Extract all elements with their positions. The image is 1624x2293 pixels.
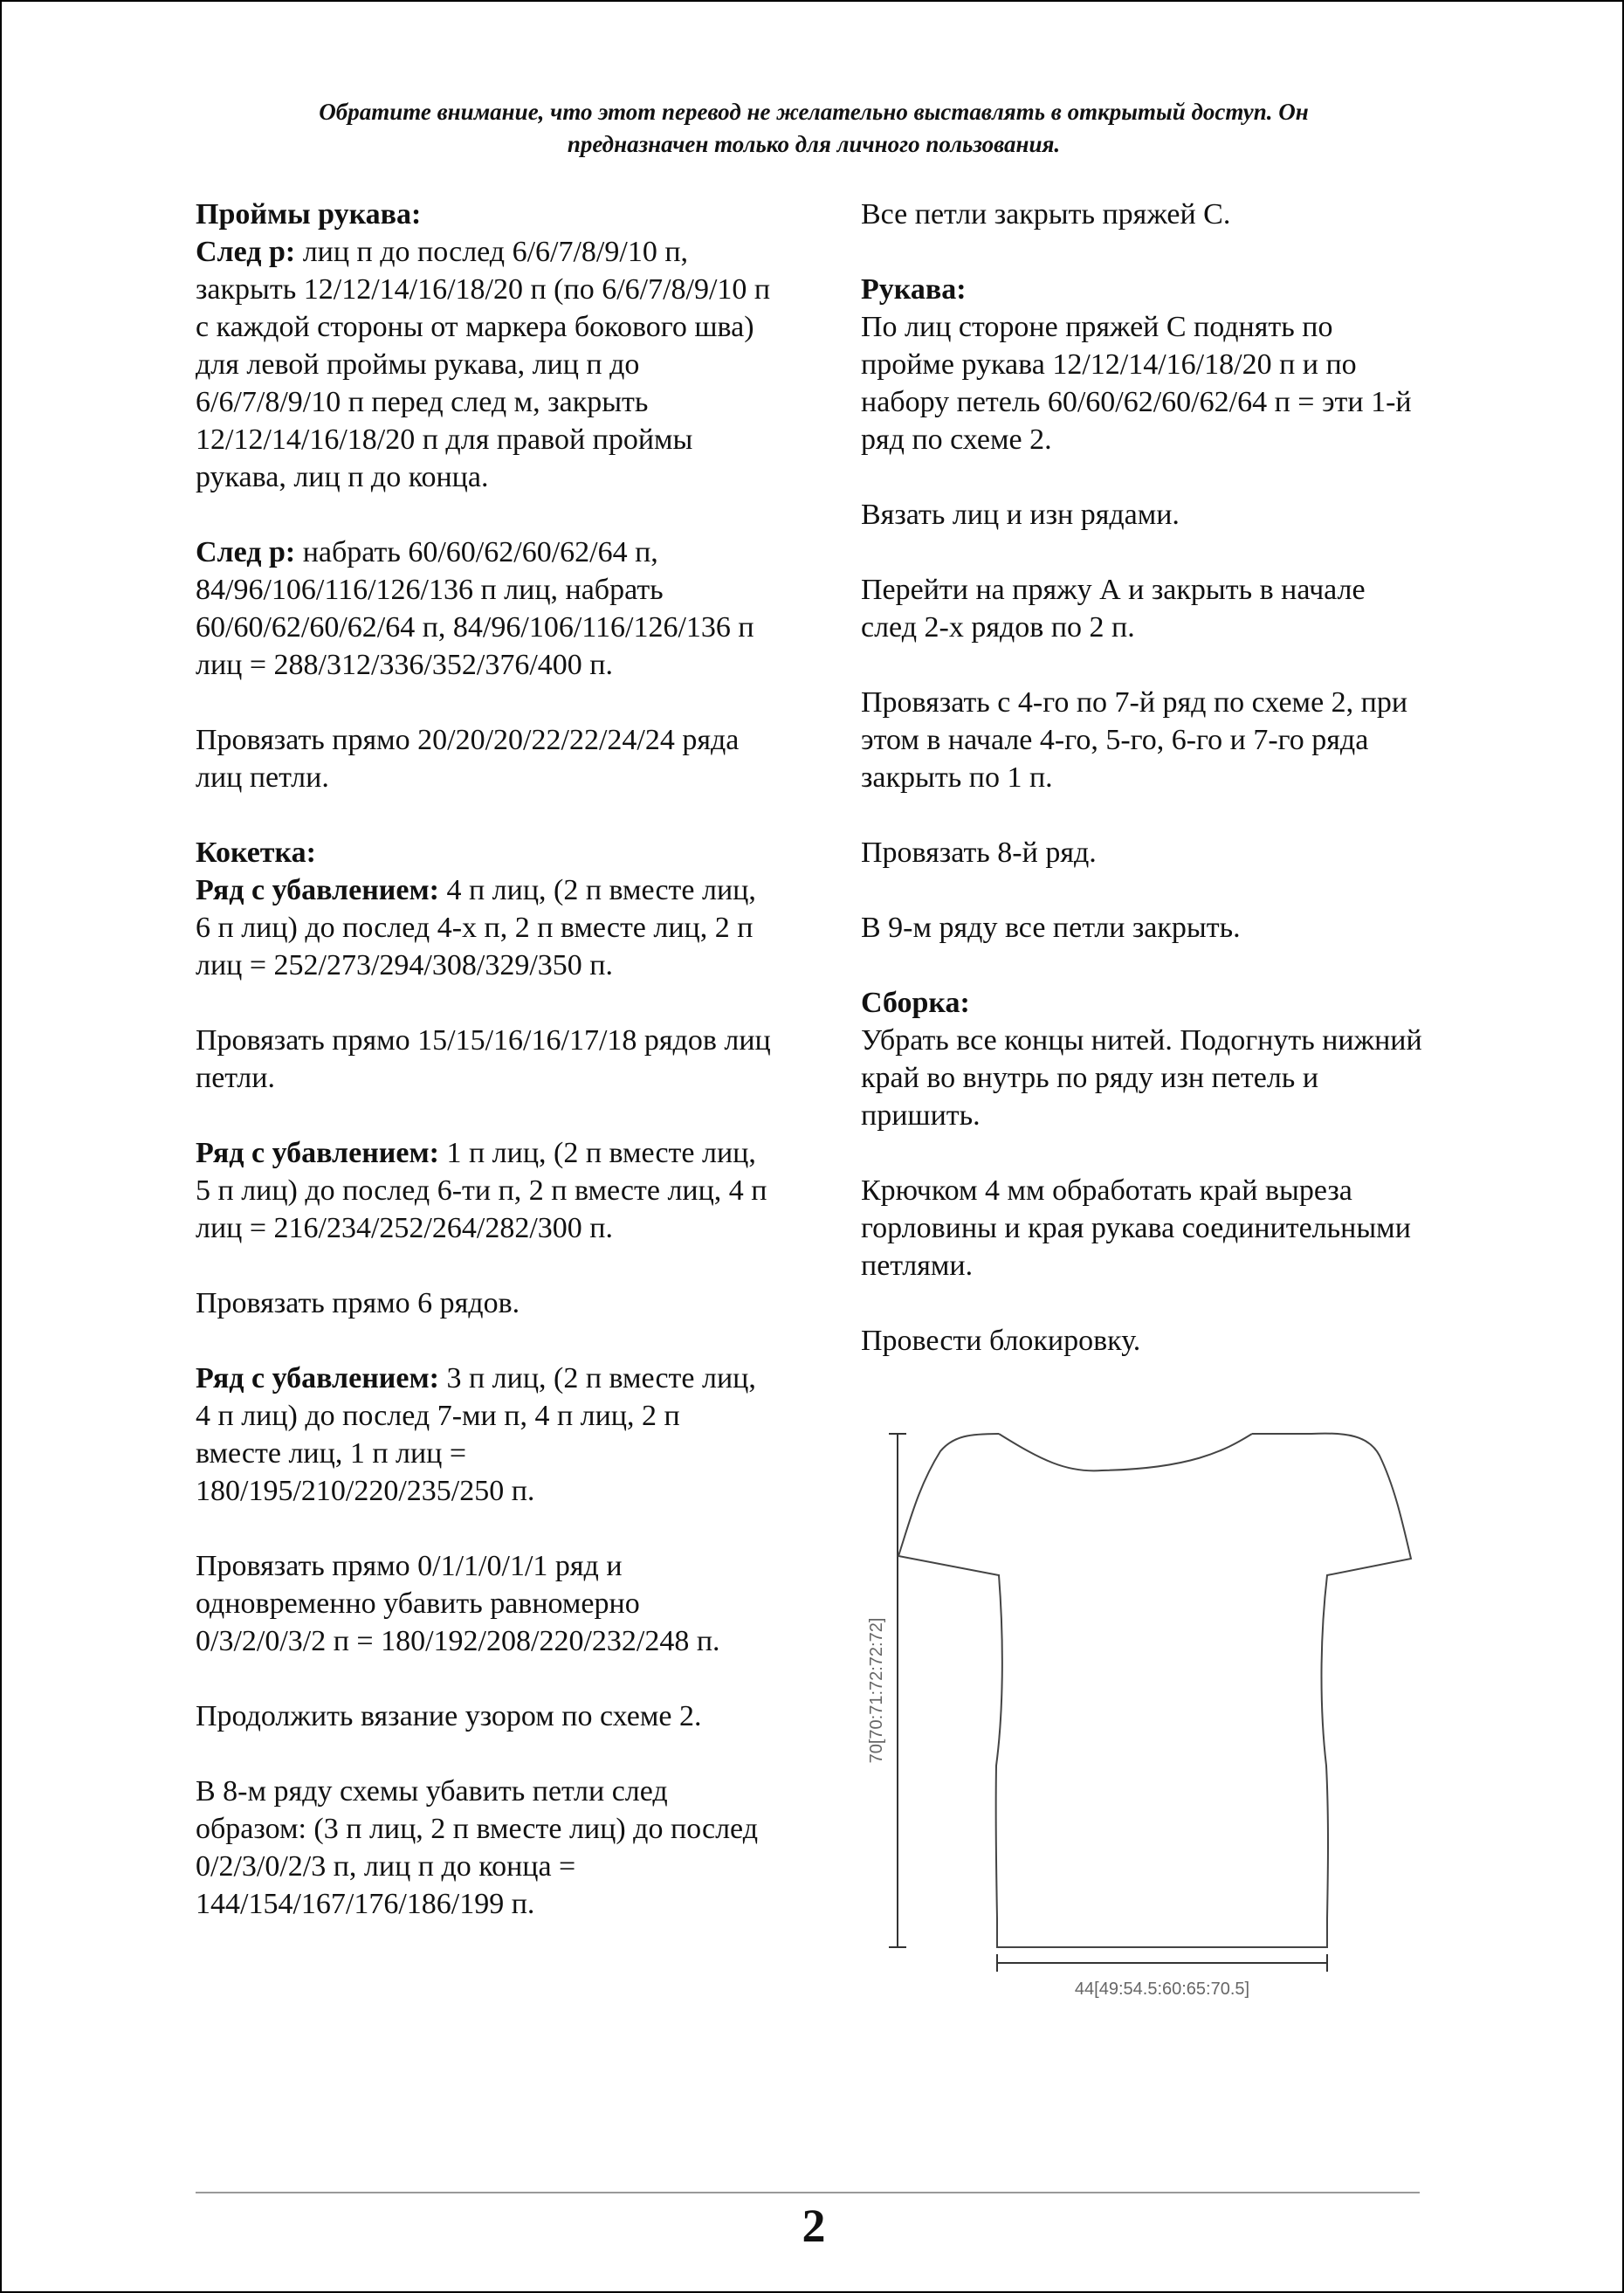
sleeves-paragraph-6: В 9-м ряду все петли закрыть.: [861, 912, 1241, 944]
sleeves-text-1: По лиц стороне пряжей С поднять по пройме рукава 12/12/14/16/18/20 п и по набору петель 60/60/62/60/62/64 п = эти 1-й ряд по схеме 2.: [861, 311, 1412, 456]
notice-line-2: предназначен только для личного пользования.: [567, 131, 1061, 157]
assembly-paragraph-1: [861, 984, 1428, 1134]
decrease-row-label: Ряд с убавлением:: [196, 1362, 439, 1394]
sleeves-paragraph-1: [861, 271, 1428, 458]
height-dimension-label: 70[70:71:72:72:72]: [867, 1617, 886, 1764]
yoke-paragraph-6: Провязать прямо 0/1/1/0/1/1 ряд и одновременно убавить равномерно 0/3/2/0/3/2 п = 180/192/208/220/232/248 п.: [196, 1550, 720, 1657]
yoke-text-5: 3 п лиц, (2 п вместе лиц, 4 п лиц) до послед 7-ми п, 4 п лиц, 2 п вместе лиц, 1 п лиц = 180/195/210/220/235/250 п.: [196, 1362, 756, 1507]
footer-divider: [196, 2192, 1420, 2193]
assembly-paragraph-2: Крючком 4 мм обработать край выреза горловины и края рукава соединительными петлями.: [861, 1174, 1411, 1282]
next-row-label: След р:: [196, 536, 296, 568]
armholes-paragraph-2: [196, 534, 772, 684]
bind-off-paragraph: Все петли закрыть пряжей С.: [861, 198, 1231, 231]
yoke-paragraph-2: Провязать прямо 15/15/16/16/17/18 рядов лиц петли.: [196, 1024, 771, 1094]
yoke-paragraph-7: Продолжить вязание узором по схеме 2.: [196, 1700, 702, 1732]
page-number: 2: [802, 2200, 826, 2252]
left-column: [196, 196, 772, 1960]
notice-line-1: Обратите внимание, что этот перевод не желательно выставлять в открытый доступ. Он: [319, 99, 1309, 125]
yoke-paragraph-3: [196, 1134, 772, 1247]
sleeves-paragraph-5: Провязать 8-й ряд.: [861, 837, 1097, 869]
assembly-text-1: Убрать все концы нитей. Подогнуть нижний край во внутрь по ряду изн петель и пришить.: [861, 1024, 1422, 1132]
garment-schematic: [857, 1416, 1434, 2010]
armholes-paragraph-3: Провязать прямо 20/20/20/22/22/24/24 ряда лиц петли.: [196, 724, 740, 794]
decrease-row-label: Ряд с убавлением:: [196, 874, 439, 906]
sleeves-paragraph-2: Вязать лиц и изн рядами.: [861, 499, 1180, 531]
assembly-paragraph-3: Провести блокировку.: [861, 1325, 1141, 1357]
yoke-paragraph-4: Провязать прямо 6 рядов.: [196, 1287, 520, 1319]
armholes-paragraph-1: [196, 196, 772, 496]
right-column: [861, 196, 1428, 1397]
armholes-text-1: лиц п до послед 6/6/7/8/9/10 п, закрыть 12/12/14/16/18/20 п (по 6/6/7/8/9/10 п с каждой стороны от маркера бокового шва) для левой проймы рукава, лиц п до 6/6/7/8/9/10 п перед след м, закрыть 12/12/14/16/18/20 п для правой проймы рукава, лиц п до конца.: [196, 236, 771, 493]
sleeves-paragraph-4: Провязать с 4-го по 7-й ряд по схеме 2, при этом в начале 4-го, 5-го, 6-го и 7-го ряда закрыть по 1 п.: [861, 686, 1408, 794]
armholes-text-2: набрать 60/60/62/60/62/64 п, 84/96/106/116/126/136 п лиц, набрать 60/60/62/60/62/64 п, 84/96/106/116/126/136 п лиц = 288/312/336/352/376/400 п.: [196, 536, 754, 681]
armholes-heading: Проймы рукава:: [196, 198, 422, 231]
next-row-label: След р:: [196, 236, 296, 268]
yoke-paragraph-8: В 8-м ряду схемы убавить петли след образом: (3 п лиц, 2 п вместе лиц) до послед 0/2/3/0/2/3 п, лиц п до конца = 144/154/167/176/186/199 п.: [196, 1775, 758, 1920]
yoke-text-1: 4 п лиц, (2 п вместе лиц, 6 п лиц) до послед 4-х п, 2 п вместе лиц, 2 п лиц = 252/273/294/308/329/350 п.: [196, 874, 756, 981]
sleeves-heading: Рукава:: [861, 273, 967, 306]
yoke-paragraph-1: [196, 834, 772, 984]
yoke-heading: Кокетка:: [196, 837, 316, 869]
decrease-row-label: Ряд с убавлением:: [196, 1137, 439, 1169]
assembly-heading: Сборка:: [861, 987, 970, 1019]
yoke-paragraph-5: [196, 1360, 772, 1510]
sleeves-paragraph-3: Перейти на пряжу А и закрыть в начале след 2-х рядов по 2 п.: [861, 574, 1366, 644]
garment-body-outline: [898, 1434, 1411, 1947]
neckline-outline: [999, 1434, 1252, 1470]
notice-text: [203, 96, 1425, 161]
yoke-text-3: 1 п лиц, (2 п вместе лиц, 5 п лиц) до послед 6-ти п, 2 п вместе лиц, 4 п лиц = 216/234/252/264/282/300 п.: [196, 1137, 767, 1244]
width-dimension-label: 44[49:54.5:60:65:70.5]: [1074, 1980, 1250, 1999]
